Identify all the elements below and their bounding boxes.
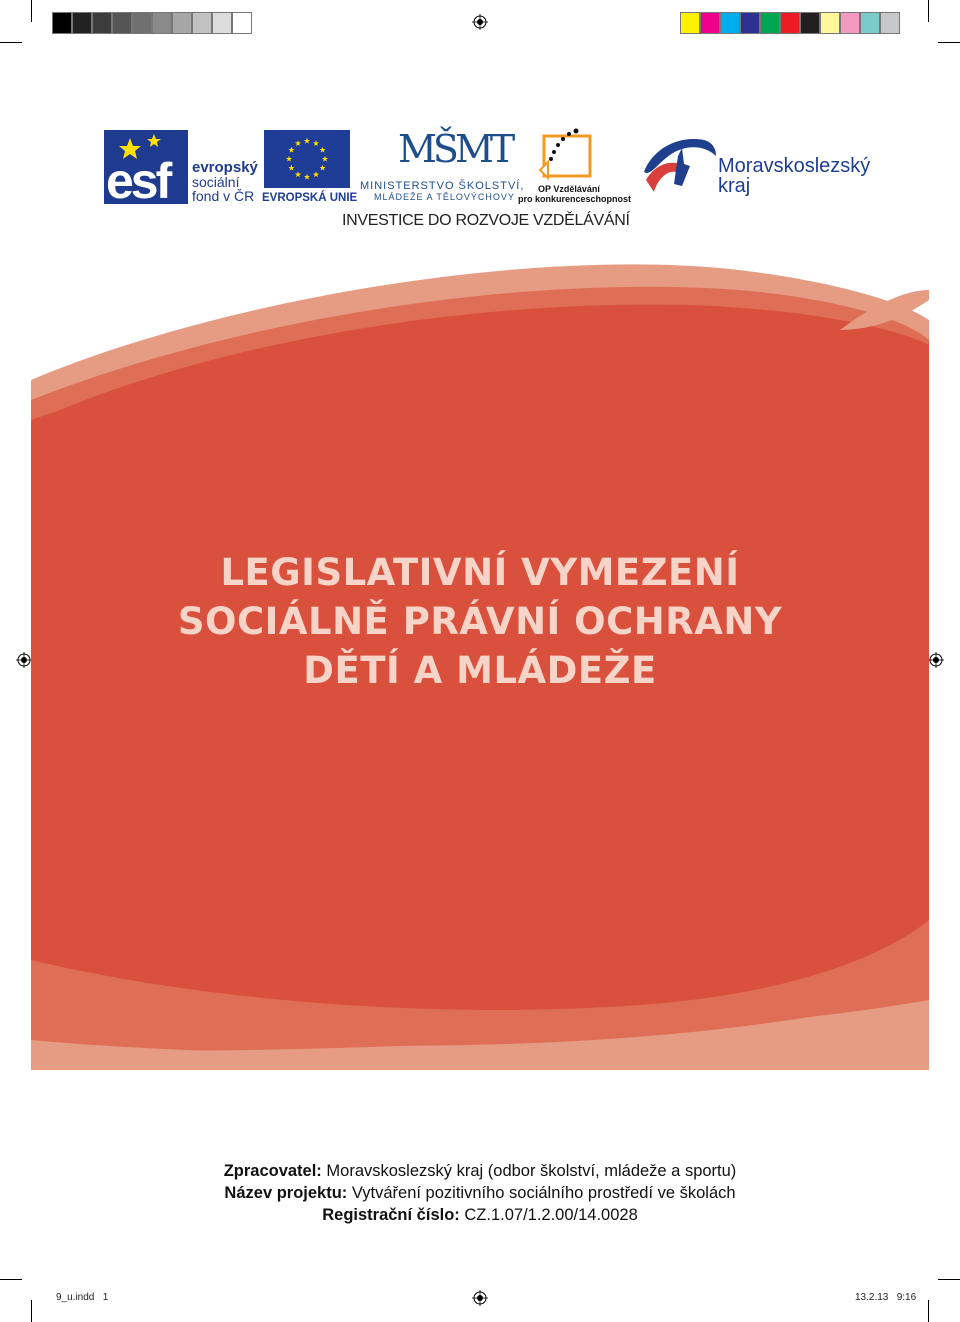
color-swatch (52, 12, 72, 34)
crop-mark (928, 0, 929, 22)
color-swatch (192, 12, 212, 34)
ms-line2: kraj (718, 175, 751, 197)
op-line1: OP Vzdělávání (538, 184, 600, 194)
ms-line1: Moravskoslezský (718, 155, 871, 177)
op-logo-icon (538, 128, 598, 180)
project-label: Název projektu: (224, 1184, 348, 1202)
color-swatch (820, 12, 840, 34)
reg-value: CZ.1.07/1.2.00/14.0028 (464, 1206, 638, 1224)
msmt-mark: MŠMT (398, 127, 512, 171)
color-swatch (700, 12, 720, 34)
title-line2: SOCIÁLNĚ PRÁVNÍ OCHRANY (177, 600, 783, 643)
color-swatch (152, 12, 172, 34)
color-swatch (840, 12, 860, 34)
color-swatch (132, 12, 152, 34)
crop-mark (31, 0, 32, 22)
ms-kraj-logo (642, 130, 871, 200)
eu-caption: EVROPSKÁ UNIE (262, 192, 358, 204)
esf-line3: fond v ČR (192, 188, 255, 204)
color-bar-right (680, 12, 900, 34)
msmt-logo (358, 127, 525, 204)
color-swatch (212, 12, 232, 34)
color-swatch (172, 12, 192, 34)
eu-flag-icon (264, 130, 350, 188)
op-logo (516, 128, 632, 206)
esf-line1: evropský (192, 159, 258, 176)
slug-timestamp: 13.2.13 9:16 (855, 1292, 917, 1303)
color-swatch (112, 12, 132, 34)
color-bar-left (52, 12, 252, 34)
esf-logo (104, 130, 258, 209)
project-value: Vytváření pozitivního sociálního prostředí ve školách (351, 1184, 736, 1202)
esf-word: esf (106, 153, 170, 209)
crop-mark (938, 42, 960, 43)
msmt-line2: MLÁDEŽE A TĚLOVÝCHOVY (374, 192, 515, 202)
msmt-line1: MINISTERSTVO ŠKOLSTVÍ, (360, 180, 525, 192)
op-line2: pro konkurenceschopnost (518, 194, 632, 204)
color-swatch (860, 12, 880, 34)
author-value: Moravskoslezský kraj (odbor školství, mládeže a sportu) (326, 1162, 737, 1180)
crop-mark (928, 1300, 929, 1322)
title-line1: LEGISLATIVNÍ VYMEZENÍ (220, 551, 740, 594)
color-swatch (780, 12, 800, 34)
registration-mark-icon (472, 14, 488, 30)
crop-mark (0, 1279, 22, 1280)
credits-block (0, 1160, 960, 1226)
color-swatch (880, 12, 900, 34)
title-line3: DĚTÍ A MLÁDEŽE (303, 649, 657, 692)
credits-author (0, 1160, 960, 1182)
color-swatch (720, 12, 740, 34)
color-swatch (680, 12, 700, 34)
crop-mark (0, 42, 22, 43)
author-label: Zpracovatel: (223, 1162, 322, 1180)
color-swatch (72, 12, 92, 34)
color-swatch (232, 12, 252, 34)
tagline: INVESTICE DO ROZVOJE VZDĚLÁVÁNÍ (342, 212, 630, 229)
registration-mark-icon (472, 1290, 488, 1306)
color-swatch (92, 12, 112, 34)
document-title (0, 548, 960, 695)
credits-project (0, 1182, 960, 1204)
color-swatch (760, 12, 780, 34)
credits-registration (0, 1204, 960, 1226)
crop-mark (938, 1279, 960, 1280)
reg-label: Registrační číslo: (322, 1206, 460, 1224)
crop-mark (31, 1300, 32, 1322)
esf-line2: sociální (192, 174, 240, 190)
ms-kraj-icon (642, 130, 718, 196)
slug-file: 9_u.indd 1 (56, 1292, 109, 1303)
color-swatch (800, 12, 820, 34)
color-swatch (740, 12, 760, 34)
eu-logo (262, 130, 358, 205)
